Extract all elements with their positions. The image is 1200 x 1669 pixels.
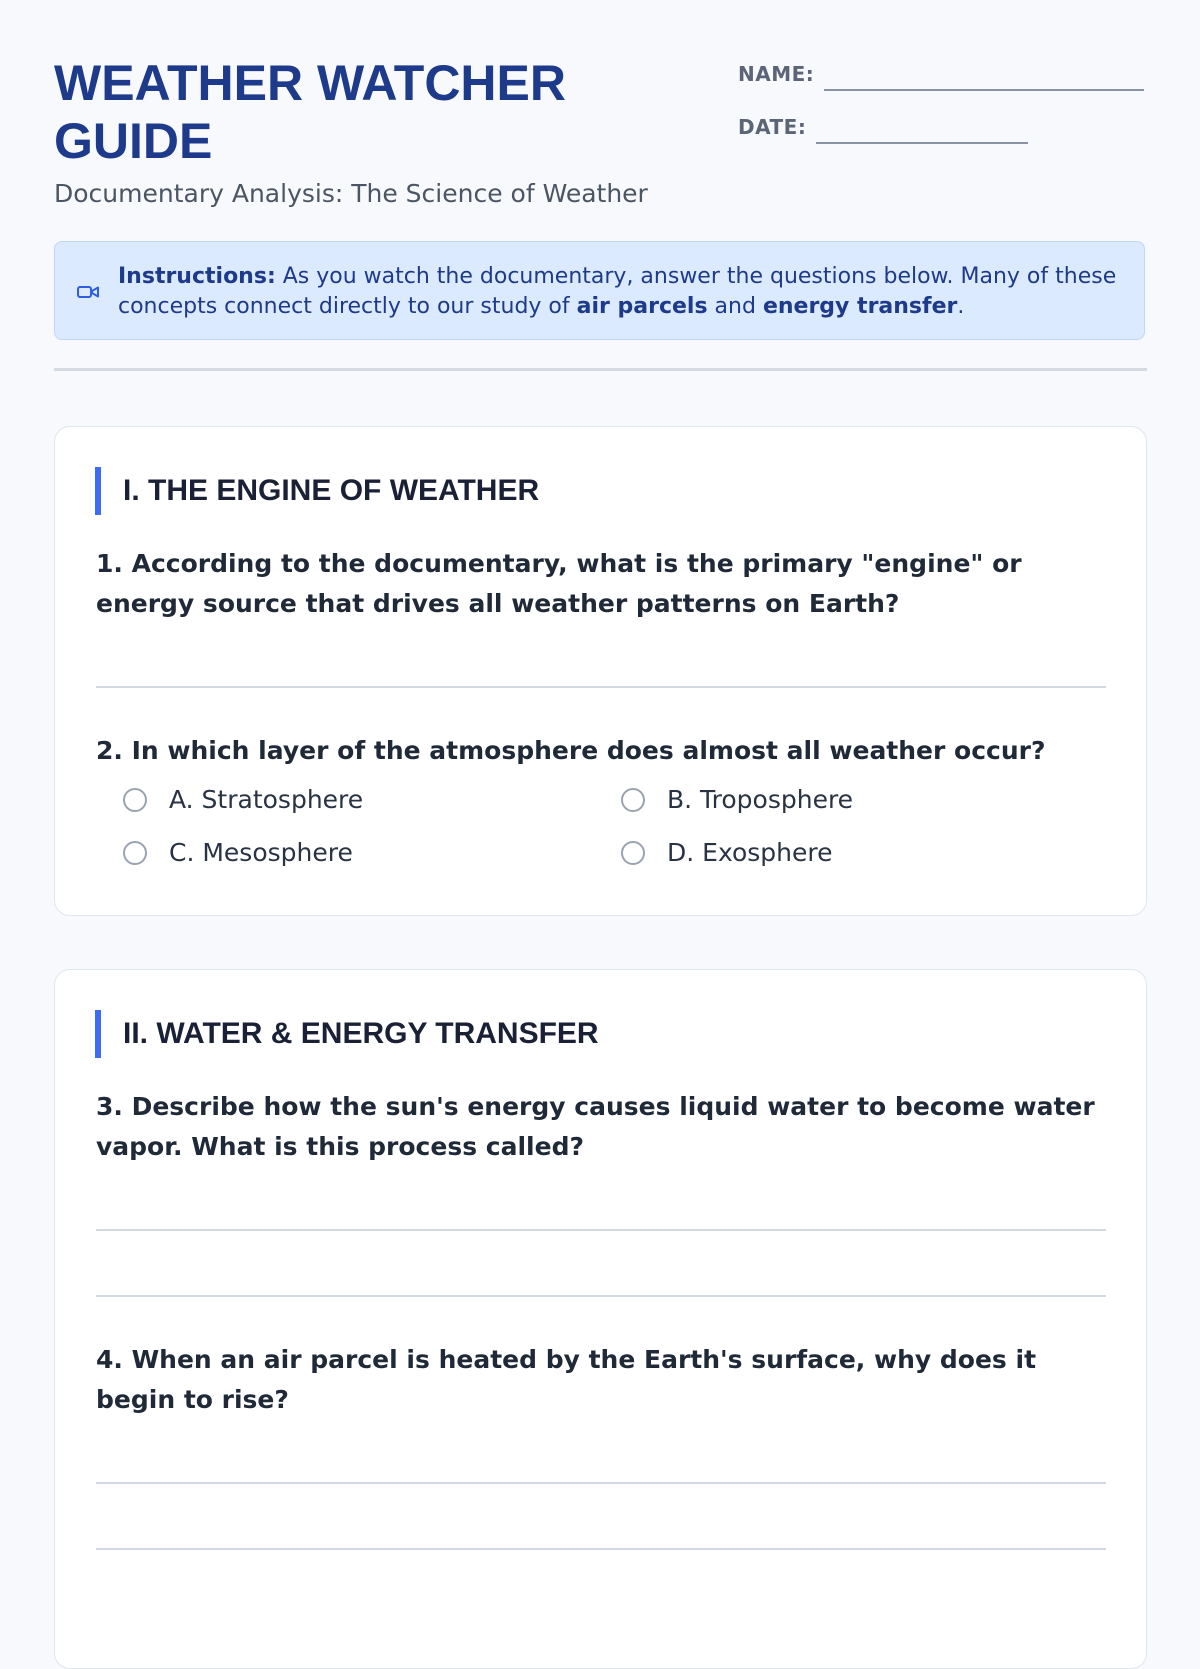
section-card-engine — [54, 426, 1147, 916]
date-label: DATE: — [738, 115, 807, 139]
answer-line-q3-2[interactable] — [96, 1295, 1106, 1297]
radio-button[interactable] — [621, 788, 645, 812]
question-1: 1. According to the documentary, what is the primary "engine" or energy source that drives all weather patterns on Earth? — [96, 549, 1022, 618]
radio-button[interactable] — [123, 788, 147, 812]
term-energy-transfer: energy transfer — [762, 294, 958, 319]
radio-button[interactable] — [123, 841, 147, 865]
q2-option-c[interactable] — [123, 836, 353, 870]
term-air-parcels: air parcels — [576, 294, 708, 319]
video-camera-icon — [77, 284, 99, 300]
option-label: B. Troposphere — [667, 785, 854, 814]
section-title: I. THE ENGINE OF WEATHER — [95, 467, 539, 515]
instructions-part1: As you watch the documentary, answer the questions below. Many of these concepts connect directly to our study of — [118, 264, 1117, 319]
name-label: NAME: — [738, 62, 815, 86]
option-label: D. Exosphere — [667, 838, 833, 867]
answer-line-q3-1[interactable] — [96, 1229, 1106, 1231]
section-title: II. WATER & ENERGY TRANSFER — [95, 1010, 599, 1058]
instructions-part2: and — [707, 294, 763, 319]
q2-option-b[interactable] — [621, 783, 853, 817]
question-4: 4. When an air parcel is heated by the Earth's surface, why does it begin to rise? — [96, 1345, 1037, 1414]
header — [54, 0, 1147, 220]
option-label: C. Mesosphere — [169, 838, 353, 867]
section-card-water-energy — [54, 969, 1147, 1669]
option-label: A. Stratosphere — [169, 785, 364, 814]
header-divider — [54, 368, 1147, 371]
question-2: 2. In which layer of the atmosphere does almost all weather occur? — [96, 736, 1046, 765]
instructions-lead: Instructions: — [118, 264, 276, 289]
answer-line-q4-2[interactable] — [96, 1548, 1106, 1550]
instructions-box — [54, 241, 1145, 340]
answer-line-q1[interactable] — [96, 686, 1106, 688]
name-line[interactable] — [824, 89, 1144, 91]
name-field[interactable] — [738, 62, 1144, 91]
q2-option-a[interactable] — [123, 783, 363, 817]
worksheet-page — [54, 0, 1147, 1414]
date-line[interactable] — [816, 142, 1028, 144]
instructions-end: . — [957, 294, 965, 319]
radio-button[interactable] — [621, 841, 645, 865]
instructions-text — [118, 262, 1128, 322]
answer-line-q4-1[interactable] — [96, 1482, 1106, 1484]
q2-option-d[interactable] — [621, 836, 833, 870]
page-title: WEATHER WATCHER GUIDE — [54, 55, 566, 169]
page-subtitle: Documentary Analysis: The Science of Weather — [54, 179, 648, 208]
date-field[interactable] — [738, 115, 1028, 144]
question-3: 3. Describe how the sun's energy causes liquid water to become water vapor. What is this process called? — [96, 1092, 1095, 1161]
